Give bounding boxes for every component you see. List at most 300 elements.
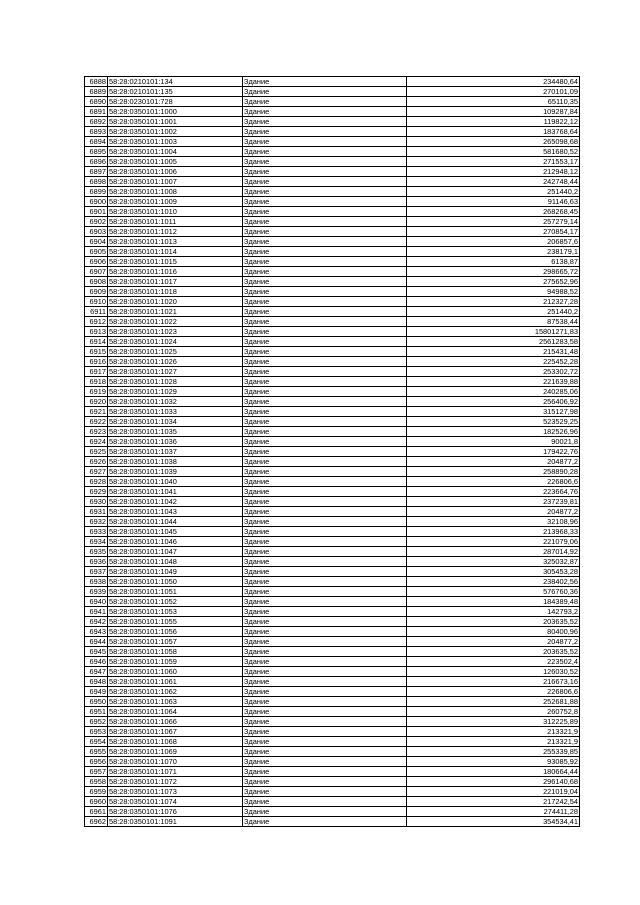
object-type-cell: Здание — [243, 427, 407, 437]
cadastral-value-cell: 242748,44 — [407, 177, 580, 187]
object-type-cell: Здание — [243, 257, 407, 267]
cadastral-value-cell: 94988,52 — [407, 287, 580, 297]
cadastral-value-cell: 270101,09 — [407, 87, 580, 97]
row-number-cell: 6930 — [85, 497, 108, 507]
row-number-cell: 6913 — [85, 327, 108, 337]
row-number-cell: 6955 — [85, 747, 108, 757]
table-row — [85, 217, 580, 227]
table-row — [85, 647, 580, 657]
row-number-cell: 6923 — [85, 427, 108, 437]
cadastral-number-cell: 58:28:0350101:1057 — [108, 637, 243, 647]
row-number-cell: 6914 — [85, 337, 108, 347]
cadastral-value-cell: 251440,2 — [407, 187, 580, 197]
object-type-cell: Здание — [243, 767, 407, 777]
cadastral-value-cell: 126030,52 — [407, 667, 580, 677]
table-row — [85, 237, 580, 247]
cadastral-value-cell: 221019,04 — [407, 787, 580, 797]
row-number-cell: 6903 — [85, 227, 108, 237]
table-row — [85, 567, 580, 577]
table-row — [85, 317, 580, 327]
cadastral-number-cell: 58:28:0350101:1069 — [108, 747, 243, 757]
row-number-cell: 6899 — [85, 187, 108, 197]
cadastral-value-cell: 2561283,58 — [407, 337, 580, 347]
cadastral-value-cell: 6138,87 — [407, 257, 580, 267]
cadastral-number-cell: 58:28:0350101:1016 — [108, 267, 243, 277]
table-row — [85, 257, 580, 267]
row-number-cell: 6952 — [85, 717, 108, 727]
row-number-cell: 6919 — [85, 387, 108, 397]
cadastral-number-cell: 58:28:0350101:1056 — [108, 627, 243, 637]
cadastral-value-cell: 203635,52 — [407, 617, 580, 627]
object-type-cell: Здание — [243, 107, 407, 117]
row-number-cell: 6950 — [85, 697, 108, 707]
table-row — [85, 617, 580, 627]
cadastral-number-cell: 58:28:0350101:1071 — [108, 767, 243, 777]
cadastral-value-cell: 576760,36 — [407, 587, 580, 597]
object-type-cell: Здание — [243, 587, 407, 597]
cadastral-value-cell: 15801271,83 — [407, 327, 580, 337]
cadastral-value-cell: 268268,45 — [407, 207, 580, 217]
row-number-cell: 6912 — [85, 317, 108, 327]
table-row — [85, 697, 580, 707]
cadastral-number-cell: 58:28:0350101:1051 — [108, 587, 243, 597]
table-row — [85, 557, 580, 567]
object-type-cell: Здание — [243, 247, 407, 257]
cadastral-value-cell: 240285,06 — [407, 387, 580, 397]
row-number-cell: 6960 — [85, 797, 108, 807]
row-number-cell: 6946 — [85, 657, 108, 667]
row-number-cell: 6949 — [85, 687, 108, 697]
table-row — [85, 427, 580, 437]
table-row — [85, 107, 580, 117]
cadastral-value-cell: 315127,98 — [407, 407, 580, 417]
table-row — [85, 77, 580, 87]
table-row — [85, 467, 580, 477]
row-number-cell: 6905 — [85, 247, 108, 257]
row-number-cell: 6940 — [85, 597, 108, 607]
cadastral-number-cell: 58:28:0350101:1061 — [108, 677, 243, 687]
cadastral-number-cell: 58:28:0350101:1000 — [108, 107, 243, 117]
table-row — [85, 717, 580, 727]
cadastral-value-cell: 221639,88 — [407, 377, 580, 387]
cadastral-number-cell: 58:28:0350101:1066 — [108, 717, 243, 727]
cadastral-value-cell: 87538,44 — [407, 317, 580, 327]
table-row — [85, 797, 580, 807]
table-row — [85, 527, 580, 537]
cadastral-value-cell: 296140,68 — [407, 777, 580, 787]
cadastral-value-table — [84, 76, 580, 827]
object-type-cell: Здание — [243, 187, 407, 197]
cadastral-number-cell: 58:28:0350101:1039 — [108, 467, 243, 477]
cadastral-number-cell: 58:28:0350101:1045 — [108, 527, 243, 537]
table-row — [85, 437, 580, 447]
object-type-cell: Здание — [243, 147, 407, 157]
object-type-cell: Здание — [243, 357, 407, 367]
cadastral-number-cell: 58:28:0350101:1048 — [108, 557, 243, 567]
row-number-cell: 6945 — [85, 647, 108, 657]
object-type-cell: Здание — [243, 387, 407, 397]
row-number-cell: 6921 — [85, 407, 108, 417]
table-row — [85, 157, 580, 167]
object-type-cell: Здание — [243, 237, 407, 247]
cadastral-value-cell: 213968,33 — [407, 527, 580, 537]
row-number-cell: 6891 — [85, 107, 108, 117]
cadastral-number-cell: 58:28:0350101:1024 — [108, 337, 243, 347]
cadastral-value-cell: 305453,28 — [407, 567, 580, 577]
row-number-cell: 6901 — [85, 207, 108, 217]
table-row — [85, 517, 580, 527]
table-row — [85, 397, 580, 407]
table-row — [85, 447, 580, 457]
row-number-cell: 6895 — [85, 147, 108, 157]
cadastral-number-cell: 58:28:0350101:1049 — [108, 567, 243, 577]
cadastral-number-cell: 58:28:0350101:1050 — [108, 577, 243, 587]
cadastral-number-cell: 58:28:0350101:1002 — [108, 127, 243, 137]
cadastral-number-cell: 58:28:0350101:1067 — [108, 727, 243, 737]
table-row — [85, 737, 580, 747]
cadastral-value-cell: 260752,8 — [407, 707, 580, 717]
cadastral-value-cell: 93085,92 — [407, 757, 580, 767]
row-number-cell: 6920 — [85, 397, 108, 407]
cadastral-number-cell: 58:28:0350101:1041 — [108, 487, 243, 497]
cadastral-value-cell: 238179,1 — [407, 247, 580, 257]
row-number-cell: 6897 — [85, 167, 108, 177]
table-row — [85, 727, 580, 737]
row-number-cell: 6889 — [85, 87, 108, 97]
row-number-cell: 6898 — [85, 177, 108, 187]
object-type-cell: Здание — [243, 747, 407, 757]
table-row — [85, 487, 580, 497]
table-row — [85, 787, 580, 797]
object-type-cell: Здание — [243, 617, 407, 627]
cadastral-value-cell: 183768,64 — [407, 127, 580, 137]
table-row — [85, 387, 580, 397]
table-row — [85, 457, 580, 467]
cadastral-value-cell: 287014,92 — [407, 547, 580, 557]
table-row — [85, 197, 580, 207]
table-row — [85, 747, 580, 757]
cadastral-value-cell: 80400,96 — [407, 627, 580, 637]
table-row — [85, 587, 580, 597]
cadastral-value-cell: 226806,6 — [407, 687, 580, 697]
row-number-cell: 6900 — [85, 197, 108, 207]
row-number-cell: 6917 — [85, 367, 108, 377]
cadastral-number-cell: 58:28:0350101:1026 — [108, 357, 243, 367]
cadastral-number-cell: 58:28:0350101:1063 — [108, 697, 243, 707]
row-number-cell: 6910 — [85, 297, 108, 307]
object-type-cell: Здание — [243, 327, 407, 337]
cadastral-number-cell: 58:28:0350101:1074 — [108, 797, 243, 807]
cadastral-number-cell: 58:28:0230101:728 — [108, 97, 243, 107]
object-type-cell: Здание — [243, 597, 407, 607]
object-type-cell: Здание — [243, 707, 407, 717]
table-row — [85, 627, 580, 637]
row-number-cell: 6906 — [85, 257, 108, 267]
cadastral-number-cell: 58:28:0350101:1008 — [108, 187, 243, 197]
row-number-cell: 6951 — [85, 707, 108, 717]
table-body — [85, 77, 580, 827]
object-type-cell: Здание — [243, 397, 407, 407]
cadastral-number-cell: 58:28:0350101:1073 — [108, 787, 243, 797]
object-type-cell: Здание — [243, 777, 407, 787]
cadastral-number-cell: 58:28:0350101:1022 — [108, 317, 243, 327]
cadastral-value-cell: 275652,96 — [407, 277, 580, 287]
object-type-cell: Здание — [243, 277, 407, 287]
cadastral-value-cell: 184389,48 — [407, 597, 580, 607]
object-type-cell: Здание — [243, 647, 407, 657]
table-row — [85, 657, 580, 667]
cadastral-value-cell: 213321,9 — [407, 727, 580, 737]
table-row — [85, 777, 580, 787]
cadastral-value-cell: 65110,35 — [407, 97, 580, 107]
cadastral-value-cell: 204877,2 — [407, 637, 580, 647]
object-type-cell: Здание — [243, 307, 407, 317]
object-type-cell: Здание — [243, 87, 407, 97]
cadastral-number-cell: 58:28:0350101:1027 — [108, 367, 243, 377]
row-number-cell: 6911 — [85, 307, 108, 317]
row-number-cell: 6942 — [85, 617, 108, 627]
table-row — [85, 677, 580, 687]
row-number-cell: 6941 — [85, 607, 108, 617]
table-row — [85, 687, 580, 697]
object-type-cell: Здание — [243, 347, 407, 357]
cadastral-number-cell: 58:28:0350101:1072 — [108, 777, 243, 787]
object-type-cell: Здание — [243, 577, 407, 587]
table-row — [85, 637, 580, 647]
row-number-cell: 6892 — [85, 117, 108, 127]
table-row — [85, 277, 580, 287]
cadastral-value-cell: 215431,48 — [407, 347, 580, 357]
object-type-cell: Здание — [243, 727, 407, 737]
cadastral-value-cell: 212327,28 — [407, 297, 580, 307]
cadastral-value-cell: 257279,14 — [407, 217, 580, 227]
cadastral-value-cell: 119822,12 — [407, 117, 580, 127]
table-row — [85, 767, 580, 777]
object-type-cell: Здание — [243, 377, 407, 387]
object-type-cell: Здание — [243, 667, 407, 677]
table-row — [85, 597, 580, 607]
cadastral-number-cell: 58:28:0350101:1091 — [108, 817, 243, 827]
cadastral-number-cell: 58:28:0350101:1036 — [108, 437, 243, 447]
row-number-cell: 6938 — [85, 577, 108, 587]
cadastral-value-cell: 223502,4 — [407, 657, 580, 667]
object-type-cell: Здание — [243, 517, 407, 527]
cadastral-value-cell: 325032,87 — [407, 557, 580, 567]
object-type-cell: Здание — [243, 567, 407, 577]
cadastral-number-cell: 58:28:0350101:1044 — [108, 517, 243, 527]
row-number-cell: 6902 — [85, 217, 108, 227]
object-type-cell: Здание — [243, 457, 407, 467]
table-row — [85, 347, 580, 357]
table-row — [85, 497, 580, 507]
cadastral-value-cell: 271553,17 — [407, 157, 580, 167]
cadastral-value-cell: 523529,25 — [407, 417, 580, 427]
table-row — [85, 367, 580, 377]
table-row — [85, 477, 580, 487]
cadastral-value-cell: 180664,44 — [407, 767, 580, 777]
cadastral-value-cell: 238402,56 — [407, 577, 580, 587]
cadastral-value-cell: 182526,96 — [407, 427, 580, 437]
cadastral-number-cell: 58:28:0350101:1017 — [108, 277, 243, 287]
table-row — [85, 547, 580, 557]
object-type-cell: Здание — [243, 287, 407, 297]
object-type-cell: Здание — [243, 137, 407, 147]
row-number-cell: 6925 — [85, 447, 108, 457]
cadastral-number-cell: 58:28:0350101:1029 — [108, 387, 243, 397]
table-row — [85, 707, 580, 717]
row-number-cell: 6894 — [85, 137, 108, 147]
row-number-cell: 6922 — [85, 417, 108, 427]
table-row — [85, 97, 580, 107]
row-number-cell: 6926 — [85, 457, 108, 467]
object-type-cell: Здание — [243, 367, 407, 377]
table-row — [85, 187, 580, 197]
object-type-cell: Здание — [243, 687, 407, 697]
cadastral-value-cell: 212948,12 — [407, 167, 580, 177]
object-type-cell: Здание — [243, 717, 407, 727]
table-row — [85, 817, 580, 827]
cadastral-value-cell: 312225,89 — [407, 717, 580, 727]
row-number-cell: 6916 — [85, 357, 108, 367]
row-number-cell: 6954 — [85, 737, 108, 747]
cadastral-number-cell: 58:28:0350101:1007 — [108, 177, 243, 187]
cadastral-value-cell: 226806,6 — [407, 477, 580, 487]
object-type-cell: Здание — [243, 127, 407, 137]
row-number-cell: 6958 — [85, 777, 108, 787]
row-number-cell: 6956 — [85, 757, 108, 767]
cadastral-number-cell: 58:28:0350101:1034 — [108, 417, 243, 427]
object-type-cell: Здание — [243, 407, 407, 417]
object-type-cell: Здание — [243, 227, 407, 237]
cadastral-number-cell: 58:28:0350101:1035 — [108, 427, 243, 437]
row-number-cell: 6932 — [85, 517, 108, 527]
row-number-cell: 6915 — [85, 347, 108, 357]
object-type-cell: Здание — [243, 497, 407, 507]
table-row — [85, 127, 580, 137]
object-type-cell: Здание — [243, 757, 407, 767]
object-type-cell: Здание — [243, 437, 407, 447]
object-type-cell: Здание — [243, 807, 407, 817]
object-type-cell: Здание — [243, 77, 407, 87]
cadastral-number-cell: 58:28:0350101:1012 — [108, 227, 243, 237]
cadastral-number-cell: 58:28:0350101:1004 — [108, 147, 243, 157]
row-number-cell: 6931 — [85, 507, 108, 517]
cadastral-number-cell: 58:28:0350101:1053 — [108, 607, 243, 617]
cadastral-number-cell: 58:28:0350101:1005 — [108, 157, 243, 167]
row-number-cell: 6935 — [85, 547, 108, 557]
object-type-cell: Здание — [243, 477, 407, 487]
cadastral-value-cell: 270854,17 — [407, 227, 580, 237]
cadastral-value-cell: 255339,85 — [407, 747, 580, 757]
cadastral-value-cell: 90021,8 — [407, 437, 580, 447]
cadastral-number-cell: 58:28:0350101:1042 — [108, 497, 243, 507]
table-row — [85, 507, 580, 517]
row-number-cell: 6890 — [85, 97, 108, 107]
table-row — [85, 287, 580, 297]
row-number-cell: 6962 — [85, 817, 108, 827]
row-number-cell: 6929 — [85, 487, 108, 497]
table-row — [85, 297, 580, 307]
object-type-cell: Здание — [243, 527, 407, 537]
table-row — [85, 327, 580, 337]
table-row — [85, 757, 580, 767]
cadastral-number-cell: 58:28:0350101:1013 — [108, 237, 243, 247]
table-row — [85, 207, 580, 217]
cadastral-value-cell: 206857,6 — [407, 237, 580, 247]
cadastral-value-cell: 274411,28 — [407, 807, 580, 817]
object-type-cell: Здание — [243, 487, 407, 497]
cadastral-value-cell: 258890,28 — [407, 467, 580, 477]
table-row — [85, 307, 580, 317]
row-number-cell: 6924 — [85, 437, 108, 447]
cadastral-number-cell: 58:28:0210101:135 — [108, 87, 243, 97]
table-row — [85, 167, 580, 177]
cadastral-number-cell: 58:28:0350101:1062 — [108, 687, 243, 697]
table-row — [85, 667, 580, 677]
object-type-cell: Здание — [243, 197, 407, 207]
cadastral-value-cell: 251440,2 — [407, 307, 580, 317]
row-number-cell: 6937 — [85, 567, 108, 577]
table-row — [85, 87, 580, 97]
row-number-cell: 6961 — [85, 807, 108, 817]
object-type-cell: Здание — [243, 697, 407, 707]
cadastral-number-cell: 58:28:0350101:1064 — [108, 707, 243, 717]
object-type-cell: Здание — [243, 217, 407, 227]
object-type-cell: Здание — [243, 207, 407, 217]
cadastral-value-cell: 234480,64 — [407, 77, 580, 87]
object-type-cell: Здание — [243, 447, 407, 457]
object-type-cell: Здание — [243, 797, 407, 807]
cadastral-value-cell: 221079,06 — [407, 537, 580, 547]
cadastral-value-cell: 354534,41 — [407, 817, 580, 827]
cadastral-number-cell: 58:28:0350101:1043 — [108, 507, 243, 517]
object-type-cell: Здание — [243, 607, 407, 617]
table-row — [85, 117, 580, 127]
cadastral-value-cell: 179422,76 — [407, 447, 580, 457]
row-number-cell: 6933 — [85, 527, 108, 537]
row-number-cell: 6934 — [85, 537, 108, 547]
table-row — [85, 337, 580, 347]
cadastral-number-cell: 58:28:0350101:1021 — [108, 307, 243, 317]
cadastral-value-cell: 204877,2 — [407, 507, 580, 517]
cadastral-number-cell: 58:28:0350101:1015 — [108, 257, 243, 267]
row-number-cell: 6909 — [85, 287, 108, 297]
object-type-cell: Здание — [243, 317, 407, 327]
cadastral-number-cell: 58:28:0350101:1076 — [108, 807, 243, 817]
object-type-cell: Здание — [243, 97, 407, 107]
object-type-cell: Здание — [243, 467, 407, 477]
cadastral-number-cell: 58:28:0350101:1028 — [108, 377, 243, 387]
cadastral-value-cell: 91146,63 — [407, 197, 580, 207]
row-number-cell: 6896 — [85, 157, 108, 167]
object-type-cell: Здание — [243, 297, 407, 307]
cadastral-value-cell: 216673,16 — [407, 677, 580, 687]
object-type-cell: Здание — [243, 337, 407, 347]
table-row — [85, 177, 580, 187]
table-row — [85, 577, 580, 587]
cadastral-number-cell: 58:28:0350101:1023 — [108, 327, 243, 337]
cadastral-number-cell: 58:28:0350101:1014 — [108, 247, 243, 257]
table-row — [85, 537, 580, 547]
row-number-cell: 6908 — [85, 277, 108, 287]
row-number-cell: 6944 — [85, 637, 108, 647]
cadastral-number-cell: 58:28:0350101:1058 — [108, 647, 243, 657]
row-number-cell: 6936 — [85, 557, 108, 567]
table-row — [85, 357, 580, 367]
row-number-cell: 6948 — [85, 677, 108, 687]
row-number-cell: 6888 — [85, 77, 108, 87]
row-number-cell: 6928 — [85, 477, 108, 487]
